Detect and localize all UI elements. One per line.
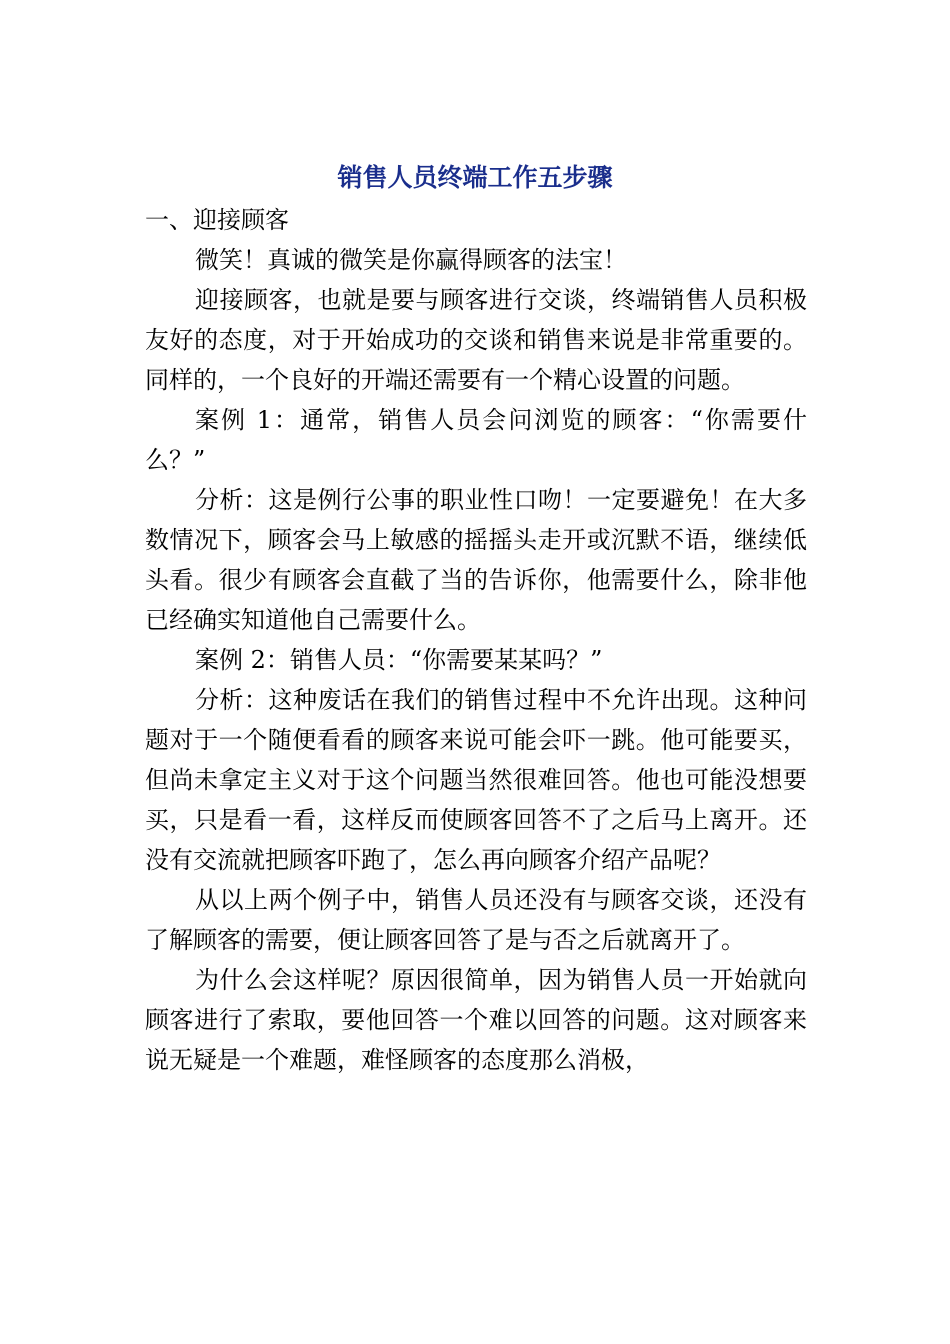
paragraph-summary: 从以上两个例子中，销售人员还没有与顾客交谈，还没有了解顾客的需要，便让顾客回答了是与否之后就离开了。 [145, 886, 807, 954]
paragraph-case-2: 案例 2：销售人员：“你需要某某吗？” [195, 646, 603, 674]
paragraph-analysis-2: 分析：这种废话在我们的销售过程中不允许出现。这种问题对于一个随便看看的顾客来说可能会吓一跳。他可能要买，但尚未拿定主义对于这个问题当然很难回答。他也可能没想要买，只是看一看，这样反而使顾客回答不了之后马上离开。还没有交流就把顾客吓跑了，怎么再向顾客介绍产品呢？ [145, 686, 807, 874]
document-title: 销售人员终端工作五步骤 [337, 163, 613, 192]
section-heading: 一、迎接顾客 [145, 206, 289, 234]
paragraph-analysis-1: 分析：这是例行公事的职业性口吻！一定要避免！在大多数情况下，顾客会马上敏感的摇摇头走开或沉默不语，继续低头看。很少有顾客会直截了当的告诉你，他需要什么，除非他已经确实知道他自己需要什么。 [145, 486, 807, 634]
paragraph-greeting: 迎接顾客，也就是要与顾客进行交谈，终端销售人员积极友好的态度，对于开始成功的交谈和销售来说是非常重要的。同样的，一个良好的开端还需要有一个精心设置的问题。 [145, 286, 807, 394]
paragraph-smile: 微笑！真诚的微笑是你赢得顾客的法宝！ [195, 246, 627, 274]
document-body [145, 200, 807, 1080]
paragraph-reason: 为什么会这样呢？原因很简单，因为销售人员一开始就向顾客进行了索取，要他回答一个难以回答的问题。这对顾客来说无疑是一个难题，难怪顾客的态度那么消极， [145, 966, 807, 1074]
paragraph-case-1: 案例 1：通常，销售人员会问浏览的顾客：“你需要什么？” [145, 406, 807, 474]
